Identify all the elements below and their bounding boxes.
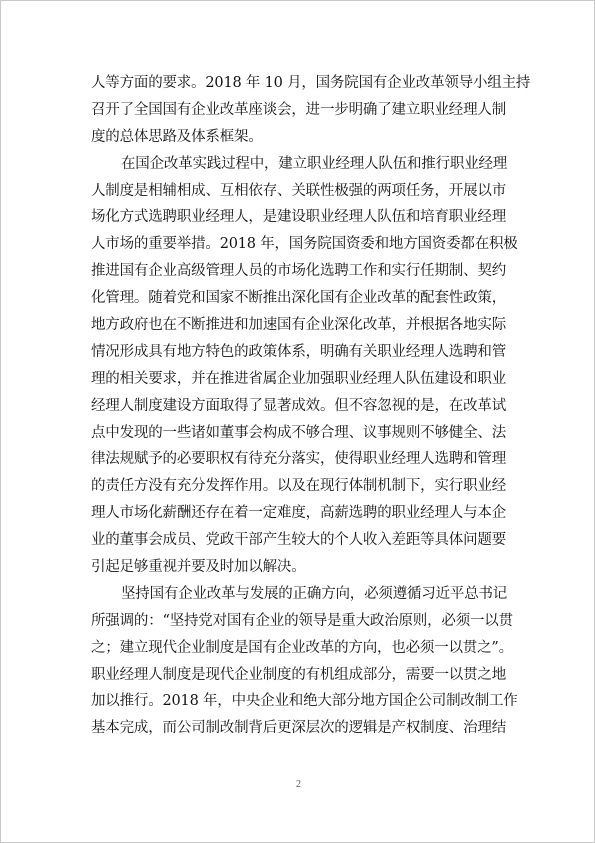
text-line: 引起足够重视并要及时加以解决。 [91, 559, 306, 576]
text-line: 经理人制度建设方面取得了显著成效。但不容忽视的是，在改革试 [91, 397, 506, 414]
text-line: 人等方面的要求。2018 年 10 月，国务院国有企业改革领导小组主持 [91, 75, 531, 91]
text-line: 地方政府也在不断推进和加速国有企业深化改革，并根据各地实际 [91, 317, 506, 334]
text-line: 律法规赋予的必要职权有待充分落实，使得职业经理人选聘和管理 [91, 451, 506, 468]
body-text [91, 70, 531, 742]
text-line: 的责任方没有充分发挥作用。以及在现行体制机制下，实行职业经 [91, 478, 506, 495]
page-number: 2 [296, 779, 301, 790]
text-line: 所强调的：“坚持党对国有企业的领导是重大政治原则，必须一以贯 [91, 612, 513, 629]
text-line: 情况形成具有地方特色的政策体系，明确有关职业经理人选聘和管 [91, 343, 506, 360]
text-line: 场化方式选聘职业经理人，是建设职业经理人队伍和培育职业经理 [91, 209, 506, 226]
text-line: 召开了全国国有企业改革座谈会，进一步明确了建立职业经理人制 [91, 101, 506, 118]
text-line: 人制度是相辅相成、互相依存、关联性极强的两项任务，开展以市 [91, 182, 506, 199]
text-line: 推进国有企业高级管理人员的市场化选聘工作和实行任期制、契约 [91, 263, 506, 280]
text-line: 人市场的重要举措。2018 年，国务院国资委和地方国资委都在积极 [91, 236, 518, 253]
text-line: 化管理。随着党和国家不断推出深化国有企业改革的配套性政策， [91, 290, 506, 307]
text-line: 之；建立现代企业制度是国有企业改革的方向，也必须一以贯之”。 [91, 639, 513, 656]
text-line: 点中发现的一些诸如董事会构成不够合理、议事规则不够健全、法 [91, 424, 506, 441]
paragraph-first-line: 在国企改革实践过程中，建立职业经理人队伍和推行职业经理 [121, 155, 508, 172]
text-line: 基本完成，而公司制改制背后更深层次的逻辑是产权制度、治理结 [91, 720, 506, 737]
text-line: 理人市场化薪酬还存在着一定难度，高薪选聘的职业经理人与本企 [91, 505, 506, 522]
paragraph-first-line: 坚持国有企业改革与发展的正确方向，必须遵循习近平总书记 [121, 585, 508, 602]
text-line: 理的相关要求，并在推进省属企业加强职业经理人队伍建设和职业 [91, 370, 506, 387]
text-line: 加以推行。2018 年，中央企业和绝大部分地方国企公司制改制工作 [91, 693, 518, 710]
text-line: 度的总体思路及体系框架。 [91, 128, 263, 145]
text-line: 职业经理人制度是现代企业制度的有机组成部分，需要一以贯之地 [91, 666, 506, 683]
text-line: 业的董事会成员、党政干部产生较大的个人收入差距等具体问题要 [91, 532, 506, 549]
